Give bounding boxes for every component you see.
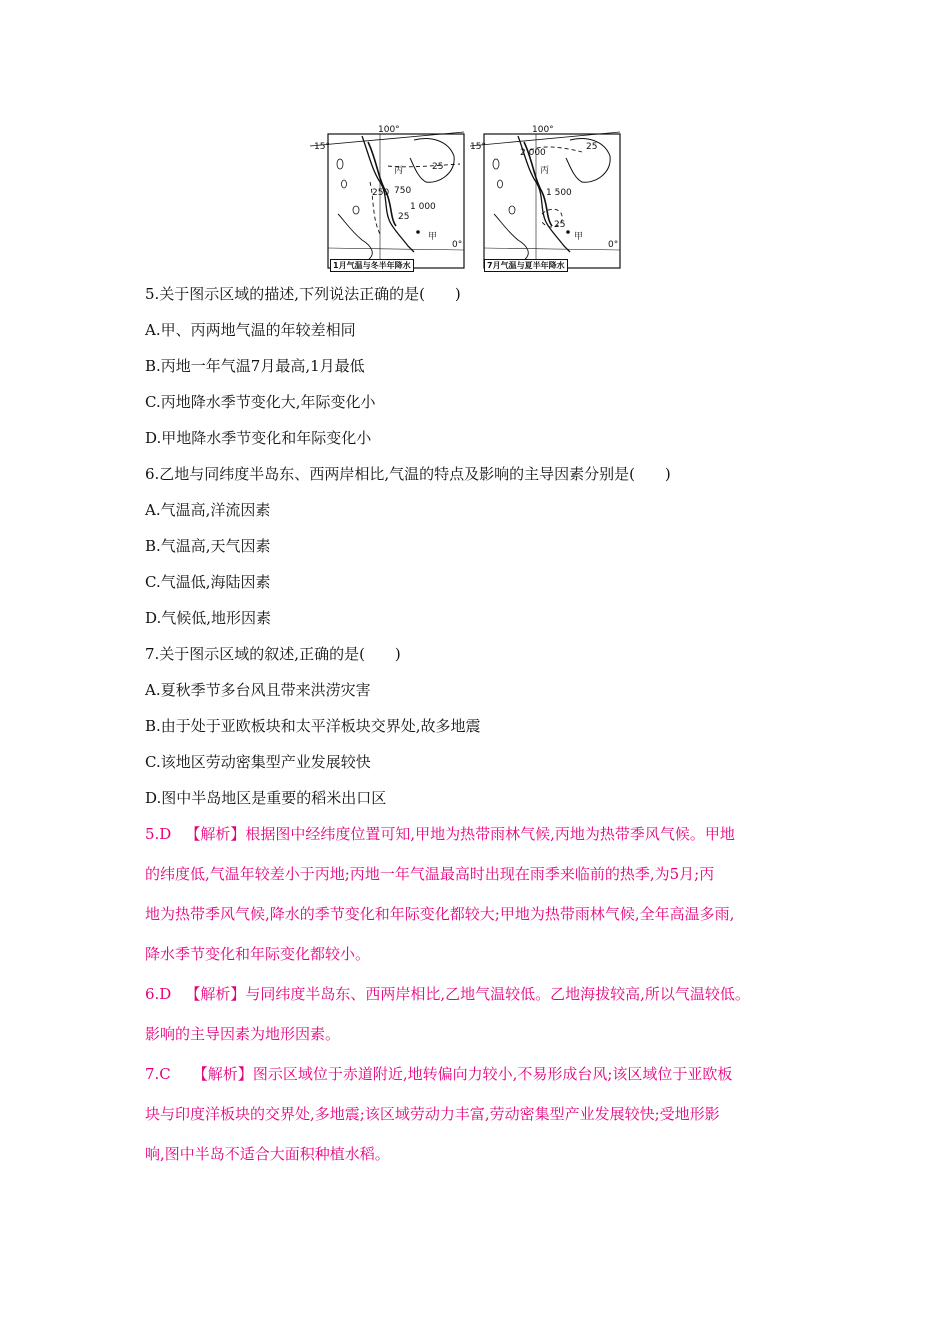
map-january-caption: 1月气温与冬半年降水 [330, 259, 414, 272]
answer-5-line-3: 地为热带季风气候,降水的季节变化和年际变化都较大;甲地为热带雨林气候,全年高温多雨, [145, 905, 735, 923]
question-7-option-d: D.图中半岛地区是重要的稻米出口区 [145, 789, 387, 807]
question-5-option-a: A.甲、丙两地气温的年较差相同 [145, 321, 356, 339]
answer-5-line-4: 降水季节变化和年际变化都较小。 [145, 945, 371, 963]
answer-5-text-1: 根据图中经纬度位置可知,甲地为热带雨林气候,丙地为热带季风气候。甲地 [245, 825, 735, 843]
map-july-label-25-bottom: 25 [554, 220, 566, 230]
map-january-latitude: 15° [314, 142, 330, 152]
answer-6-key: 6.D [145, 985, 172, 1003]
answer-5-line-1 [145, 824, 735, 844]
answer-7-line-2: 块与印度洋板块的交界处,多地震;该区域劳动力丰富,劳动密集型产业发展较快;受地形影 [145, 1105, 720, 1123]
map-july-label-2000: 2 000 [520, 148, 546, 158]
map-january [310, 122, 470, 272]
map-july-label-bing: 丙 [540, 166, 550, 176]
question-6-option-a: A.气温高,洋流因素 [145, 501, 271, 519]
map-july-label-jia: 甲 [574, 232, 584, 242]
question-7-option-a: A.夏秋季节多台风且带来洪涝灾害 [145, 681, 371, 699]
map-january-drawing [310, 122, 470, 272]
climate-maps-figure [310, 122, 640, 272]
map-july [470, 122, 630, 272]
map-january-label-250: 250 [372, 188, 390, 198]
answer-7-key: 7.C [145, 1065, 171, 1083]
question-6-option-d: D.气候低,地形因素 [145, 609, 272, 627]
answer-7-line-1 [145, 1064, 732, 1084]
question-6-option-b: B.气温高,天气因素 [145, 537, 271, 555]
answer-7-tag: 【解析】 [192, 1065, 253, 1083]
question-7-stem: 7.关于图示区域的叙述,正确的是( ) [145, 645, 401, 663]
map-january-label-bing: 丙 [394, 166, 404, 176]
map-january-equator: 0° [452, 240, 463, 250]
map-july-latitude: 15° [470, 142, 486, 152]
map-january-label-750: 750 [394, 186, 412, 196]
question-6-option-c: C.气温低,海陆因素 [145, 573, 271, 591]
map-january-label-1000: 1 000 [410, 202, 436, 212]
answer-7-text-1: 图示区域位于赤道附近,地转偏向力较小,不易形成台风;该区域位于亚欧板 [252, 1065, 733, 1083]
question-6-stem: 6.乙地与同纬度半岛东、西两岸相比,气温的特点及影响的主导因素分别是( ) [145, 465, 671, 483]
map-july-label-25-top: 25 [586, 142, 598, 152]
map-july-label-1500: 1 500 [546, 188, 572, 198]
question-5-option-d: D.甲地降水季节变化和年际变化小 [145, 429, 372, 447]
answer-7-line-3: 响,图中半岛不适合大面积种植水稻。 [145, 1145, 390, 1163]
answer-5-tag: 【解析】 [185, 825, 246, 843]
map-january-label-jia: 甲 [428, 232, 438, 242]
answer-5-line-2: 的纬度低,气温年较差小于丙地;丙地一年气温最高时出现在雨季来临前的热季,为5月;丙 [145, 865, 715, 883]
question-5-stem: 5.关于图示区域的描述,下列说法正确的是( ) [145, 285, 461, 303]
answer-5-key: 5.D [145, 825, 172, 843]
answer-6-text-1: 与同纬度半岛东、西两岸相比,乙地气温较低。乙地海拔较高,所以气温较低。 [245, 985, 750, 1003]
question-7-option-c: C.该地区劳动密集型产业发展较快 [145, 753, 371, 771]
map-january-longitude: 100° [378, 125, 400, 135]
question-5-option-b: B.丙地一年气温7月最高,1月最低 [145, 357, 365, 375]
map-january-label-25-top: 25 [432, 162, 444, 172]
answer-6-line-2: 影响的主导因素为地形因素。 [145, 1025, 341, 1043]
question-5-option-c: C.丙地降水季节变化大,年际变化小 [145, 393, 376, 411]
map-july-equator: 0° [608, 240, 619, 250]
answer-6-line-1 [145, 984, 750, 1004]
map-january-label-25-bottom: 25 [398, 212, 410, 222]
answer-6-tag: 【解析】 [185, 985, 246, 1003]
map-july-longitude: 100° [532, 125, 554, 135]
map-july-caption: 7月气温与夏半年降水 [484, 259, 568, 272]
question-7-option-b: B.由于处于亚欧板块和太平洋板块交界处,故多地震 [145, 717, 481, 735]
